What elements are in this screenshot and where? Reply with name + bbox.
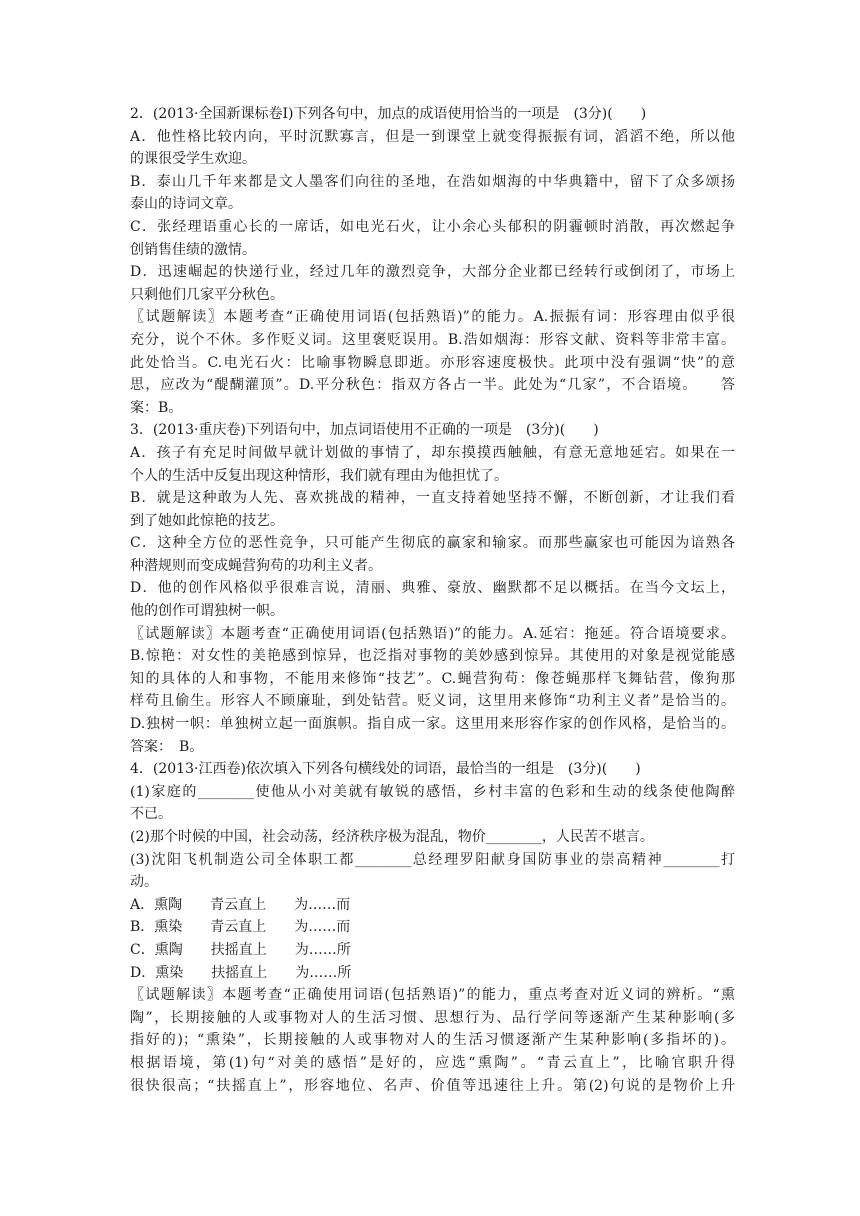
text-line: 不已。 <box>130 806 172 823</box>
text-line: 到了她如此惊艳的技艺。 <box>130 512 284 529</box>
text-line: 只剩他们几家平分秋色。 <box>130 286 284 303</box>
text-line: 4．(2013·江西卷)依次填入下列各句横线处的词语，最恰当的一组是 (3分)( ) <box>130 761 641 778</box>
text-line: 〖试题解读〗本题考查“正确使用词语(包括熟语)”的能力，重点考查对近义词的辨析。“熏 <box>130 987 735 1004</box>
text-line: (1)家庭的________使他从小对美就有敏锐的感悟，乡村丰富的色彩和生动的线条使他陶醉 <box>130 783 735 800</box>
text-line: 他的创作可谓独树一帜。 <box>130 603 284 620</box>
text-line: 案：B。 <box>130 399 183 416</box>
text-line: 3．(2013·重庆卷)下列语句中，加点词语使用不正确的一项是 (3分)( ) <box>130 422 599 439</box>
text-line: 个人的生活中反复出现这种情形，我们就有理由为他担忧了。 <box>130 467 508 484</box>
text-line: 〖试题解读〗本题考查“正确使用词语(包括熟语)”的能力。A.延宕：拖延。符合语境要求。 <box>130 625 735 642</box>
text-line: A．熏陶 青云直上 为……而 <box>130 896 351 913</box>
text-line: 种潜规则而变成蝇营狗苟的功利主义者。 <box>130 557 382 574</box>
text-line: 很快很高；“扶摇直上”，形容地位、名声、价值等迅速往上升。第(2)句说的是物价上升 <box>130 1077 735 1094</box>
text-line: D．熏染 扶摇直上 为……所 <box>130 964 352 981</box>
text-line: 2．(2013·全国新课标卷Ⅰ)下列各句中，加点的成语使用恰当的一项是 (3分)( ) <box>130 106 647 122</box>
text-line: 此处恰当。C.电光石火：比喻事物瞬息即逝。亦形容速度极快。此项中没有强调“快”的意 <box>130 354 735 371</box>
text-line: 动。 <box>130 874 158 891</box>
document-page <box>130 103 735 1097</box>
text-line: 思，应改为“醍醐灌顶”。D.平分秋色：指双方各占一半。此处为“几家”，不合语境。 答 <box>130 377 735 394</box>
text-line: 充分，说个不休。多作贬义词。这里褒贬误用。B.浩如烟海：形容文献、资料等非常丰富。 <box>130 331 735 348</box>
text-line: D.独树一帜：单独树立起一面旗帜。指自成一家。这里用来形容作家的创作风格，是恰当的。 <box>130 716 735 733</box>
text-line: 知的具体的人和事物，不能用来修饰“技艺”。C.蝇营狗苟：像苍蝇那样飞舞钻营，像狗那 <box>130 670 735 687</box>
text-line: D．迅速崛起的快递行业，经过几年的激烈竞争，大部分企业都已经转行或倒闭了，市场上 <box>130 264 735 281</box>
text-line: B．熏染 青云直上 为……而 <box>130 919 351 936</box>
text-line: A．孩子有充足时间做早就计划做的事情了，却东摸摸西触触，有意无意地延宕。如果在一 <box>130 444 735 461</box>
text-line: 陶”，长期接触的人或事物对人的生活习惯、思想行为、品行学问等逐渐产生某种影响(多 <box>130 1009 735 1026</box>
text-line: (2)那个时候的中国，社会动荡，经济秩序极为混乱，物价________，人民苦不堪言。 <box>130 829 654 845</box>
text-line: C．张经理语重心长的一席话，如电光石火，让小余心头郁积的阴霾顿时消散，再次燃起争 <box>130 218 735 235</box>
text-line: 指好的)；“熏染”，长期接触的人或事物对人的生活习惯逐渐产生某种影响(多指坏的)。 <box>130 1032 735 1049</box>
text-line: A．他性格比较内向，平时沉默寡言，但是一到课堂上就变得振振有词，滔滔不绝，所以他 <box>130 128 735 145</box>
text-line: D．他的创作风格似乎很难言说，清丽、典雅、豪放、幽默都不足以概括。在当今文坛上， <box>130 580 735 597</box>
text-line: 〖试题解读〗本题考查“正确使用词语(包括熟语)”的能力。A.振振有词：形容理由似乎很 <box>130 309 735 326</box>
text-line: C．熏陶 扶摇直上 为……所 <box>130 941 351 958</box>
text-line: 的课很受学生欢迎。 <box>130 151 256 168</box>
text-line: 答案： B。 <box>130 738 204 755</box>
text-line: B.惊艳：对女性的美艳感到惊异，也泛指对事物的美妙感到惊异。其使用的对象是视觉能感 <box>130 648 735 665</box>
text-line: 样苟且偷生。形容人不顾廉耻，到处钻营。贬义词，这里用来修饰“功利主义者”是恰当的。 <box>130 693 735 710</box>
text-line: C．这种全方位的恶性竞争，只可能产生彻底的赢家和输家。而那些赢家也可能因为谙熟各 <box>130 535 735 552</box>
text-line: 泰山的诗词文章。 <box>130 196 242 213</box>
text-line: B．泰山几千年来都是文人墨客们向往的圣地，在浩如烟海的中华典籍中，留下了众多颂扬 <box>130 173 735 190</box>
text-line: B．就是这种敢为人先、喜欢挑战的精神，一直支持着她坚持不懈，不断创新，才让我们看 <box>130 490 735 507</box>
text-line: 创销售佳绩的激情。 <box>130 241 256 258</box>
text-line: 根据语境，第(1)句“对美的感悟”是好的，应选“熏陶”。“青云直上”，比喻官职升得 <box>130 1054 735 1071</box>
text-line: (3)沈阳飞机制造公司全体职工都________总经理罗阳献身国防事业的崇高精神________打 <box>130 851 735 868</box>
